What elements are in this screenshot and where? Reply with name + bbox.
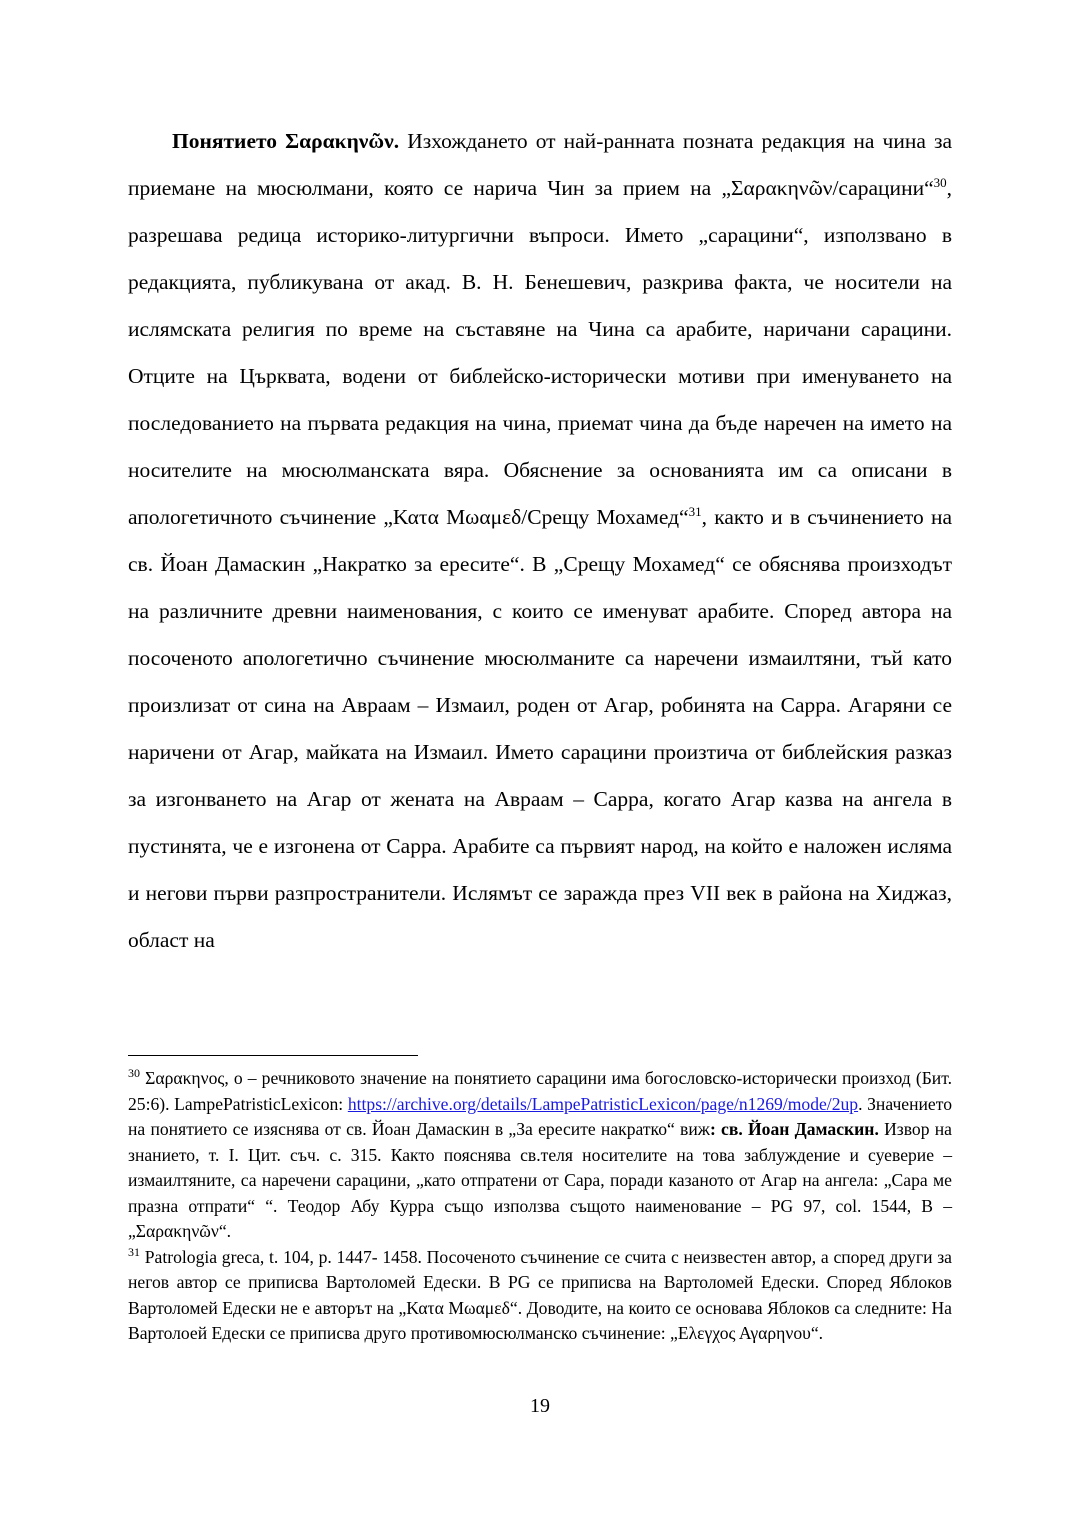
footnote-separator-rule — [128, 1055, 418, 1056]
footnote-reference-30[interactable]: 30 — [933, 174, 947, 190]
footnote-reference-31[interactable]: 31 — [688, 503, 702, 519]
footnote-30-text-after-link-2: Извор на знанието, т. I. Цит. съч. с. 315. Както пояснява св.теля носителите на това заблуждение и суеверие – измаилтяните, са наречени сарацини, „като отпратени от Сара, поради казаното от Агар на ангела: „Сара ме празна отпрати“ “. Теодор Абу Курра също използва същото наименование – PG 97, col. 1544, B – „Σαρακηνῶν“. — [128, 1119, 952, 1241]
footnote-marker-31: 31 — [128, 1244, 140, 1259]
main-paragraph — [128, 118, 952, 964]
footnote-item-31 — [128, 1245, 952, 1347]
footnote-item-30 — [128, 1066, 952, 1245]
paragraph-text-part-2: , разрешава редица историко-литургични въпроси. Името „сарацини“, използвано в редакцията, публикувана от акад. В. Н. Бенешевич, разкрива факта, че носители на ислямската религия по време на съставяне на Чина са арабите, наричани сарацини. Отците на Църквата, водени от библейско-исторически мотиви при именуването на последованието на първата редакция на чина, приемат чина да бъде наречен на името на носителите на мюсюлманската вяра. Обяснение за основанията им са описани в апологетичното съчинение „Κατα Μωαμεδ/Срещу Мохамед“ — [128, 176, 952, 529]
footnote-area — [128, 1055, 952, 1347]
footnote-list — [128, 1066, 952, 1347]
paragraph-lead-bold: Понятието Σαρακηνῶν. — [172, 129, 400, 153]
footnote-30-text-after-link-1: . Значението на понятието се изяснява от св. Йоан Дамаскин в „За ересите накратко“ виж — [128, 1093, 952, 1139]
footnote-30-text-before-link: Σαρακηνος, ο – речниковото значение на понятието сарацини има богословско-исторически произход (Бит. 25:6). LampePatristicLexicon: — [128, 1068, 952, 1114]
footnote-marker-30: 30 — [128, 1066, 140, 1081]
body-text-block — [128, 118, 952, 964]
page-number: 19 — [530, 1395, 550, 1417]
footnote-30-link[interactable]: https://archive.org/details/LampePatristicLexicon/page/n1269/mode/2up — [347, 1093, 859, 1114]
paragraph-text-part-3: , както и в съчинението на св. Йоан Дамаскин „Накратко за ересите“. В „Срещу Мохамед“ се обяснява произходът на различните древни наименования, с които се именуват арабите. Според автора на посоченото апологетично съчинение мюсюлманите са наречени измаилтяни, тъй като произлизат от сина на Авраам – Измаил, роден от Агар, робинята на Сарра. Агаряни се наричени от Агар, майката на Измаил. Името сарацини произтича от библейския разказ за изгонването на Агар от жената на Авраам – Сарра, когато Агар казва на ангела в пустинята, че е изгонена от Сарра. Арабите са първият народ, на който е наложен исляма и негови първи разпространители. Ислямът се заражда през VII век в района на Хиджаз, област на — [128, 505, 952, 952]
footnote-30-bold-segment: : св. Йоан Дамаскин. — [709, 1119, 879, 1139]
paragraph-text-part-1: Изхождането от най-ранната позната редакция на чина за приемане на мюсюлмани, която се нарича Чин за прием на „Σαρακηνῶν/сарацини“ — [128, 129, 952, 200]
footnote-31-text: Patrologia greca, t. 104, p. 1447- 1458. Посоченото съчинение се счита с неизвестен автор, а според други за негов автор се приписва Вартоломей Едески. В PG се приписва на Вартоломей Едески. Според Яблоков Вартоломей Едески не е авторът на „Κατα Μωαμεδ“. Доводите, на които се основава Яблоков са следните: На Вартолоей Едески се приписва друго противомюсюлманско съчинение: „Ελεγχος Αγαρηνου“. — [128, 1246, 952, 1343]
